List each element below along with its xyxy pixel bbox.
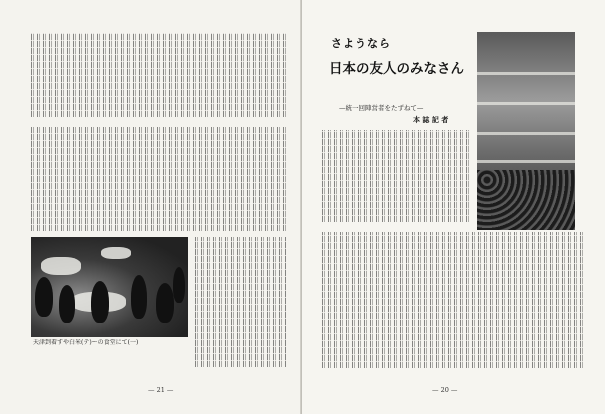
body-text-middle-block bbox=[31, 127, 287, 231]
page-number-right: — 20 — bbox=[432, 386, 458, 394]
body-text-lower-block bbox=[195, 237, 287, 367]
body-text-right-upper bbox=[322, 130, 472, 222]
page-number-left: — 21 — bbox=[148, 386, 174, 394]
dining-hall-photo bbox=[31, 237, 188, 337]
body-text-right-lower bbox=[322, 232, 585, 368]
ship-departure-photo bbox=[477, 32, 575, 230]
article-title-line2: 日本の友人のみなさん bbox=[329, 61, 464, 77]
photo-caption: 天津到着すや白米(テ)ーの食堂にて(一) bbox=[33, 339, 139, 346]
article-subtitle: —統一回陣営者をたずねて— bbox=[339, 104, 424, 112]
body-text-upper-block bbox=[31, 33, 287, 117]
article-title-line1: さようなら bbox=[331, 37, 391, 50]
article-author: 本 誌 記 者 bbox=[413, 115, 449, 124]
left-page bbox=[0, 0, 302, 414]
